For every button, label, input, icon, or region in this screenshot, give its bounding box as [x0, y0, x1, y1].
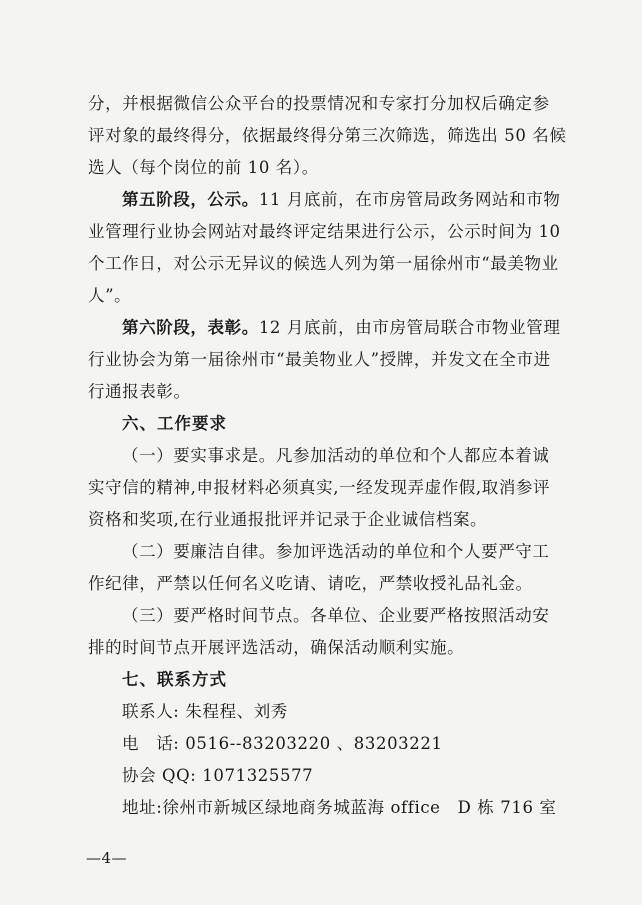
contact-address: 地址:徐州市新城区绿地商务城蓝海 office D 栋 716 室 — [122, 798, 557, 817]
stage-five-text: 11 月底前，在市房管局政务网站和市物 — [258, 190, 561, 209]
contact-person: 联系人: 朱程程、刘秀 — [122, 702, 288, 721]
paragraph-line: 作纪律，严禁以任何名义吃请、请吃，严禁收授礼品礼金。 — [88, 574, 533, 593]
paragraph-line: 排的时间节点开展评选活动，确保活动顺利实施。 — [88, 638, 465, 657]
section-heading-work-requirements: 六、工作要求 — [122, 414, 227, 433]
page-number: —4— — [86, 849, 128, 867]
paragraph-line: 业管理行业协会网站对最终评定结果进行公示，公示时间为 10 — [88, 222, 561, 241]
paragraph-line: （一）要实事求是。凡参加活动的单位和个人都应本着诚 — [122, 446, 550, 465]
paragraph-line: （二）要廉洁自律。参加评选活动的单位和个人要严守工 — [122, 542, 550, 561]
paragraph-line — [122, 189, 568, 211]
contact-qq: 协会 QQ: 1071325577 — [122, 766, 314, 785]
stage-six-text: 12 月底前，由市房管局联合市物业管理 — [258, 318, 561, 337]
section-heading-contact: 七、联系方式 — [122, 670, 227, 689]
paragraph-line: 人”。 — [88, 286, 132, 305]
stage-six-lead: 第六阶段，表彰。 — [122, 318, 259, 337]
paragraph-line: 评对象的最终得分，依据最终得分第三次筛选，筛选出 50 名候 — [88, 126, 567, 145]
paragraph-line: 个工作日，对公示无异议的候选人列为第一届徐州市“最美物业 — [88, 254, 559, 273]
paragraph-line: 行通报表彰。 — [88, 382, 191, 401]
paragraph-line: 行业协会为第一届徐州市“最美物业人”授牌，并发文在全市进 — [88, 350, 551, 369]
paragraph-line: 选人（每个岗位的前 10 名）。 — [88, 158, 319, 177]
stage-five-lead: 第五阶段，公示。 — [122, 190, 259, 209]
paragraph-line: 资格和奖项,在行业通报批评并记录于企业诚信档案。 — [88, 510, 488, 529]
paragraph-line: 分，并根据微信公众平台的投票情况和专家打分加权后确定参 — [88, 94, 550, 113]
contact-phone: 电 话: 0516--83203220 、83203221 — [122, 734, 443, 753]
paragraph-line: 实守信的精神,申报材料必须真实,一经发现弄虚作假,取消参评 — [88, 478, 551, 497]
paragraph-line — [122, 317, 568, 339]
paragraph-line: （三）要严格时间节点。各单位、企业要严格按照活动安 — [122, 606, 550, 625]
